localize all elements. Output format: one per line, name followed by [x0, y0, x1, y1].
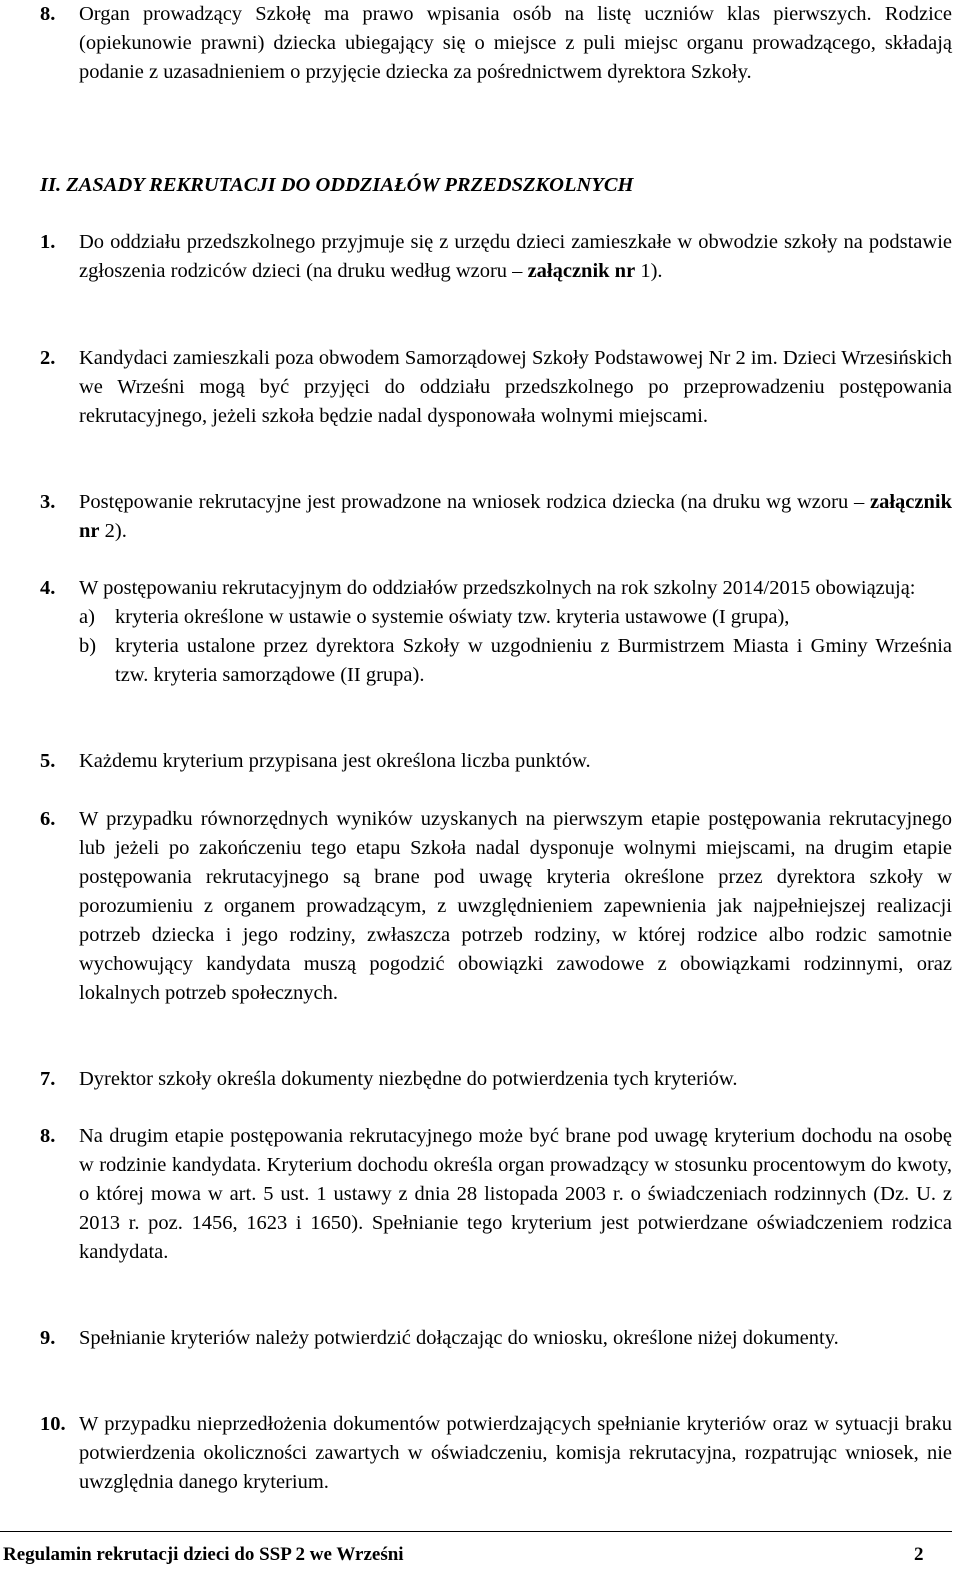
sub-text: kryteria ustalone przez dyrektora Szkoły w uzgodnieniu z Burmistrzem Miasta i Gminy Września tzw. kryteria samorządowe (II grupa). [115, 635, 952, 686]
list-item-2 [40, 344, 952, 431]
list-item-9 [40, 1324, 952, 1353]
item-number: 2. [40, 347, 56, 369]
item-text: Każdemu kryterium przypisana jest określona liczba punktów. [79, 750, 591, 772]
list-item-4 [40, 574, 952, 690]
footer-rule [0, 1531, 952, 1532]
item-number: 6. [40, 808, 56, 830]
item-text: W przypadku równorzędnych wyników uzyskanych na pierwszym etapie postępowania rekrutacyjnego lub jeżeli po zakończeniu tego etapu Szkoła nadal dysponuje wolnymi miejscami, na drugim etapie postępowania rekrutacyjnego są brane pod uwagę kryteria określone przez dyrektora szkoły w porozumieniu z organem prowadzącym, z uwzględnieniem zapewnienia jak najpełniejszej realizacji potrzeb dziecka i jego rodziny, zwłaszcza potrzeb rodziny, w której rodzice albo rodzic samotnie wychowujący kandydata muszą pogodzić obowiązki zawodowe z obowiązkami rodzinnymi, oraz lokalnych potrzeb społecznych. [79, 808, 952, 1004]
list-item-7 [40, 1065, 952, 1094]
sub-item-b [79, 632, 952, 690]
list-item-1 [40, 228, 952, 286]
item-number: 9. [40, 1327, 56, 1349]
item-text: Organ prowadzący Szkołę ma prawo wpisania osób na listę uczniów klas pierwszych. Rodzice (opiekunowie prawni) dziecka ubiegający się o miejsce z puli miejsc organu prowadzącego, składają podanie z uzasadnieniem o przyjęcie dziecka za pośrednictwem dyrektora Szkoły. [79, 3, 952, 83]
item-text: W postępowaniu rekrutacyjnym do oddziałów przedszkolnych na rok szkolny 2014/2015 obowiązują: [79, 577, 916, 599]
sub-text: kryteria określone w ustawie o systemie oświaty tzw. kryteria ustawowe (I grupa), [115, 606, 790, 628]
item-number: 8. [40, 3, 56, 25]
item-number: 1. [40, 231, 56, 253]
list-item-6 [40, 805, 952, 1008]
item-text: Do oddziału przedszkolnego przyjmuje się z urzędu dzieci zamieszkałe w obwodzie szkoły na podstawie zgłoszenia rodziców dzieci (na druku według wzoru – załącznik nr 1). [79, 231, 952, 282]
item-number: 4. [40, 577, 56, 599]
section-heading: II. ZASADY REKRUTACJI DO ODDZIAŁÓW PRZEDSZKOLNYCH [40, 174, 634, 196]
item-text: Postępowanie rekrutacyjne jest prowadzone na wniosek rodzica dziecka (na druku wg wzoru – załącznik nr 2). [79, 491, 952, 542]
page-number: 2 [914, 1544, 924, 1565]
item-number: 8. [40, 1125, 56, 1147]
list-item-8-top [40, 0, 952, 87]
item-number: 10. [40, 1413, 66, 1435]
item-text: Na drugim etapie postępowania rekrutacyjnego może być brane pod uwagę kryterium dochodu na osobę w rodzinie kandydata. Kryterium dochodu określa organ prowadzący w stosunku procentowym do kwoty, o której mowa w art. 5 ust. 1 ustawy z dnia 28 listopada 2003 r. o świadczeniach rodzinnych (Dz. U. z 2013 r. poz. 1456, 1623 i 1650). Spełnianie tego kryterium jest potwierdzane oświadczeniem rodzica kandydata. [79, 1125, 952, 1263]
item-text: Spełnianie kryteriów należy potwierdzić dołączając do wniosku, określone niżej dokumenty. [79, 1327, 839, 1349]
footer-title: Regulamin rekrutacji dzieci do SSP 2 we Wrześni [3, 1544, 404, 1565]
item-text: W przypadku nieprzedłożenia dokumentów potwierdzających spełnianie kryteriów oraz w sytuacji braku potwierdzenia okoliczności zawartych w oświadczeniu, komisja rekrutacyjna, rozpatrując wniosek, nie uwzględnia danego kryterium. [79, 1413, 952, 1493]
item-number: 5. [40, 750, 56, 772]
list-item-8 [40, 1122, 952, 1267]
list-item-10 [40, 1410, 952, 1497]
list-item-3 [40, 488, 952, 546]
sub-label: a) [79, 606, 95, 628]
item-number: 7. [40, 1068, 56, 1090]
sub-item-a [79, 603, 952, 632]
item-number: 3. [40, 491, 56, 513]
sub-label: b) [79, 635, 97, 657]
item-text: Kandydaci zamieszkali poza obwodem Samorządowej Szkoły Podstawowej Nr 2 im. Dzieci Wrzesińskich we Wrześni mogą być przyjęci do oddziału przedszkolnego po przeprowadzeniu postępowania rekrutacyjnego, jeżeli szkoła będzie nadal dysponowała wolnymi miejscami. [79, 347, 952, 427]
list-item-5 [40, 747, 952, 776]
item-text: Dyrektor szkoły określa dokumenty niezbędne do potwierdzenia tych kryteriów. [79, 1068, 738, 1090]
